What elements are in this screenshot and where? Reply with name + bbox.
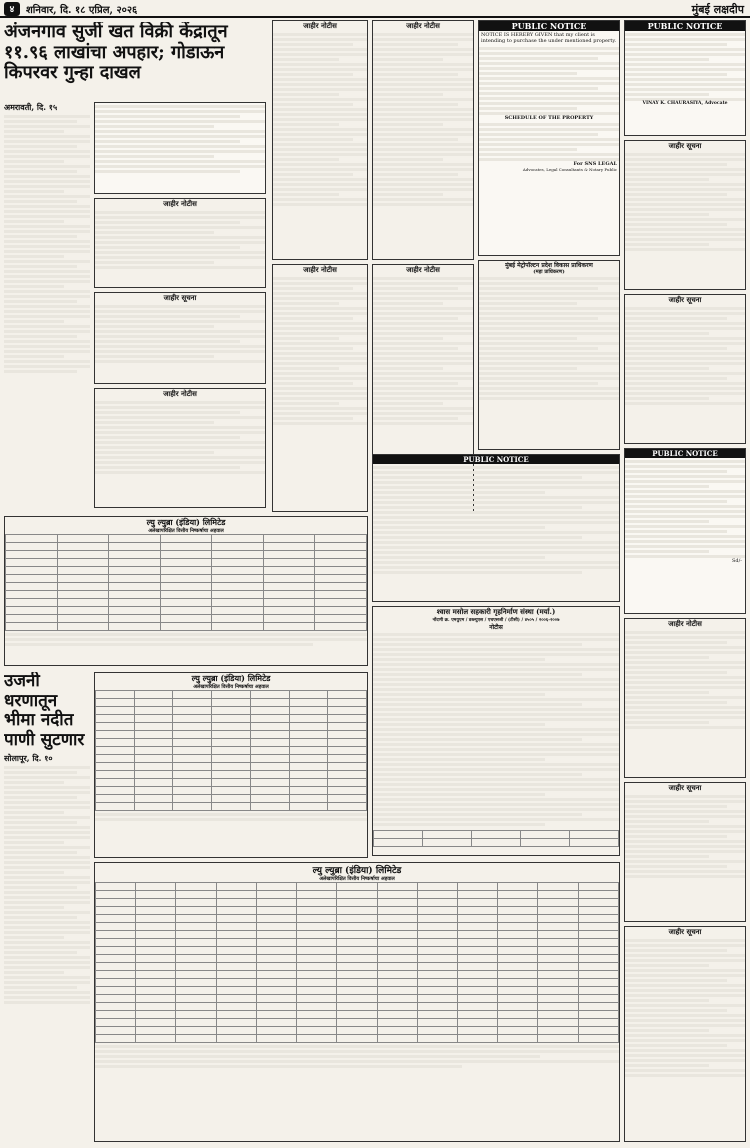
right-public-notice-sign: VINAY K. CHAURASIYA, Advocate [642,101,728,106]
company-name: ल्यु ल्युब्रा (इंडिया) लिमिटेड [312,866,402,876]
right-notice-d [624,782,746,922]
results-table-2 [94,672,368,858]
notice-box-b [94,198,266,288]
page-number: ४ [4,2,20,16]
public-notice-center [478,20,620,256]
results-table-grid [95,882,619,1043]
company-name: ल्यु ल्युब्रा (इंडिया) लिमिटेड [191,673,271,683]
right-notice-a [624,140,746,290]
results-table-grid [95,690,367,811]
notice-title: जाहीर सूचना [668,295,702,304]
lead-headline: अंजनगाव सुर्जी खत विक्री केंद्रातून ११.९६ लाखांचा अपहार; गोडाऊन किपरवर गुन्हा दाखल [4,22,228,84]
results-label: अलेखापरिक्षित वित्तीय निष्कर्षाचा अहवाल [319,876,395,882]
notice-col3-a [372,20,474,260]
results-table-3 [94,862,620,1142]
mid-notice-subtitle: (महा प्राधिकरण) [533,269,565,275]
lead-dateline: अमरावती, दि. १५ [4,102,58,112]
notice-title: जाहीर नोटीस [406,21,440,30]
notice-title: जाहीर नोटीस [163,199,197,208]
right-public-notice-title: PUBLIC NOTICE [625,21,745,31]
society-notice [372,606,620,856]
mid-notice-title: मुंबई मेट्रोपॉल्टन प्रदेश विकास प्राधिकरण [505,262,593,269]
lead-story-column [4,102,90,542]
notice-box-a [94,102,266,194]
second-story [4,672,90,1092]
public-notice-intro: NOTICE IS HEREBY GIVEN that my client is intending to purchase the under mentioned property. [481,32,617,44]
notice-col2-a [272,20,368,260]
notice-title: जाहीर नोटीस [163,389,197,398]
right-notice-e [624,926,746,1142]
schedule-title: SCHEDULE OF THE PROPERTY [504,115,594,121]
lead-headline-block [4,22,268,100]
right-public-notice-2-title: PUBLIC NOTICE [625,449,745,458]
society-notice-word: नोटीस [489,624,503,631]
right-notice-b [624,294,746,444]
notice-title: जाहीर नोटीस [406,265,440,274]
notice-col2-b [272,264,368,512]
issue-date: शनिवार, दि. १८ एप्रिल, २०२६ [26,5,138,16]
second-dateline: सोलापूर, दि. १० [4,753,53,764]
company-name: ल्यु ल्युब्रा (इंडिया) लिमिटेड [146,517,226,527]
right-public-notice-2 [624,448,746,614]
mid-center-notice [478,260,620,450]
right-notice-c [624,618,746,778]
second-headline: उजनी धरणातून भीमा नदीत पाणी सुटणार [4,672,85,750]
public-notice-sign-detail: Advocates, Legal Consultants & Notary Public [522,167,617,172]
notice-title: जाहीर सूचना [668,783,702,792]
results-table-1 [4,516,368,666]
results-label: अलेखापरिक्षित वित्तीय निष्कर्षाचा अहवाल [193,684,269,690]
notice-title: जाहीर नोटीस [668,619,702,628]
notice-box-c [94,292,266,384]
english-public-notice-2 [372,454,620,602]
newspaper-name: मुंबई लक्षदीप [691,3,744,16]
notice-title: जाहीर नोटीस [303,265,337,274]
society-reg: नोंदणी क्र. एमयुएम / डब्ल्युएस / एचएसजी / (टीसी) / ४५०५ / २००६-२००७ [432,618,560,623]
public-notice-2-title: PUBLIC NOTICE [373,455,619,464]
public-notice-title: PUBLIC NOTICE [479,21,619,31]
public-notice-signatory: For SNS LEGAL [573,161,617,167]
notice-title: जाहीर सूचना [668,141,702,150]
notice-box-d [94,388,266,508]
page-header [0,0,750,18]
notice-title: जाहीर सूचना [163,293,197,302]
society-table [373,830,619,847]
society-title: श्वास मसोल सहकारी गृहनिर्माण संस्था (मर्या.) [436,607,556,616]
results-table-grid [5,534,367,631]
notice-title: जाहीर सूचना [668,927,702,936]
results-label: अलेखापरिक्षित वित्तीय निष्कर्षाचा अहवाल [148,528,224,534]
notice-title: जाहीर नोटीस [303,21,337,30]
right-sign: Sd/- [732,558,742,564]
right-public-notice [624,20,746,136]
